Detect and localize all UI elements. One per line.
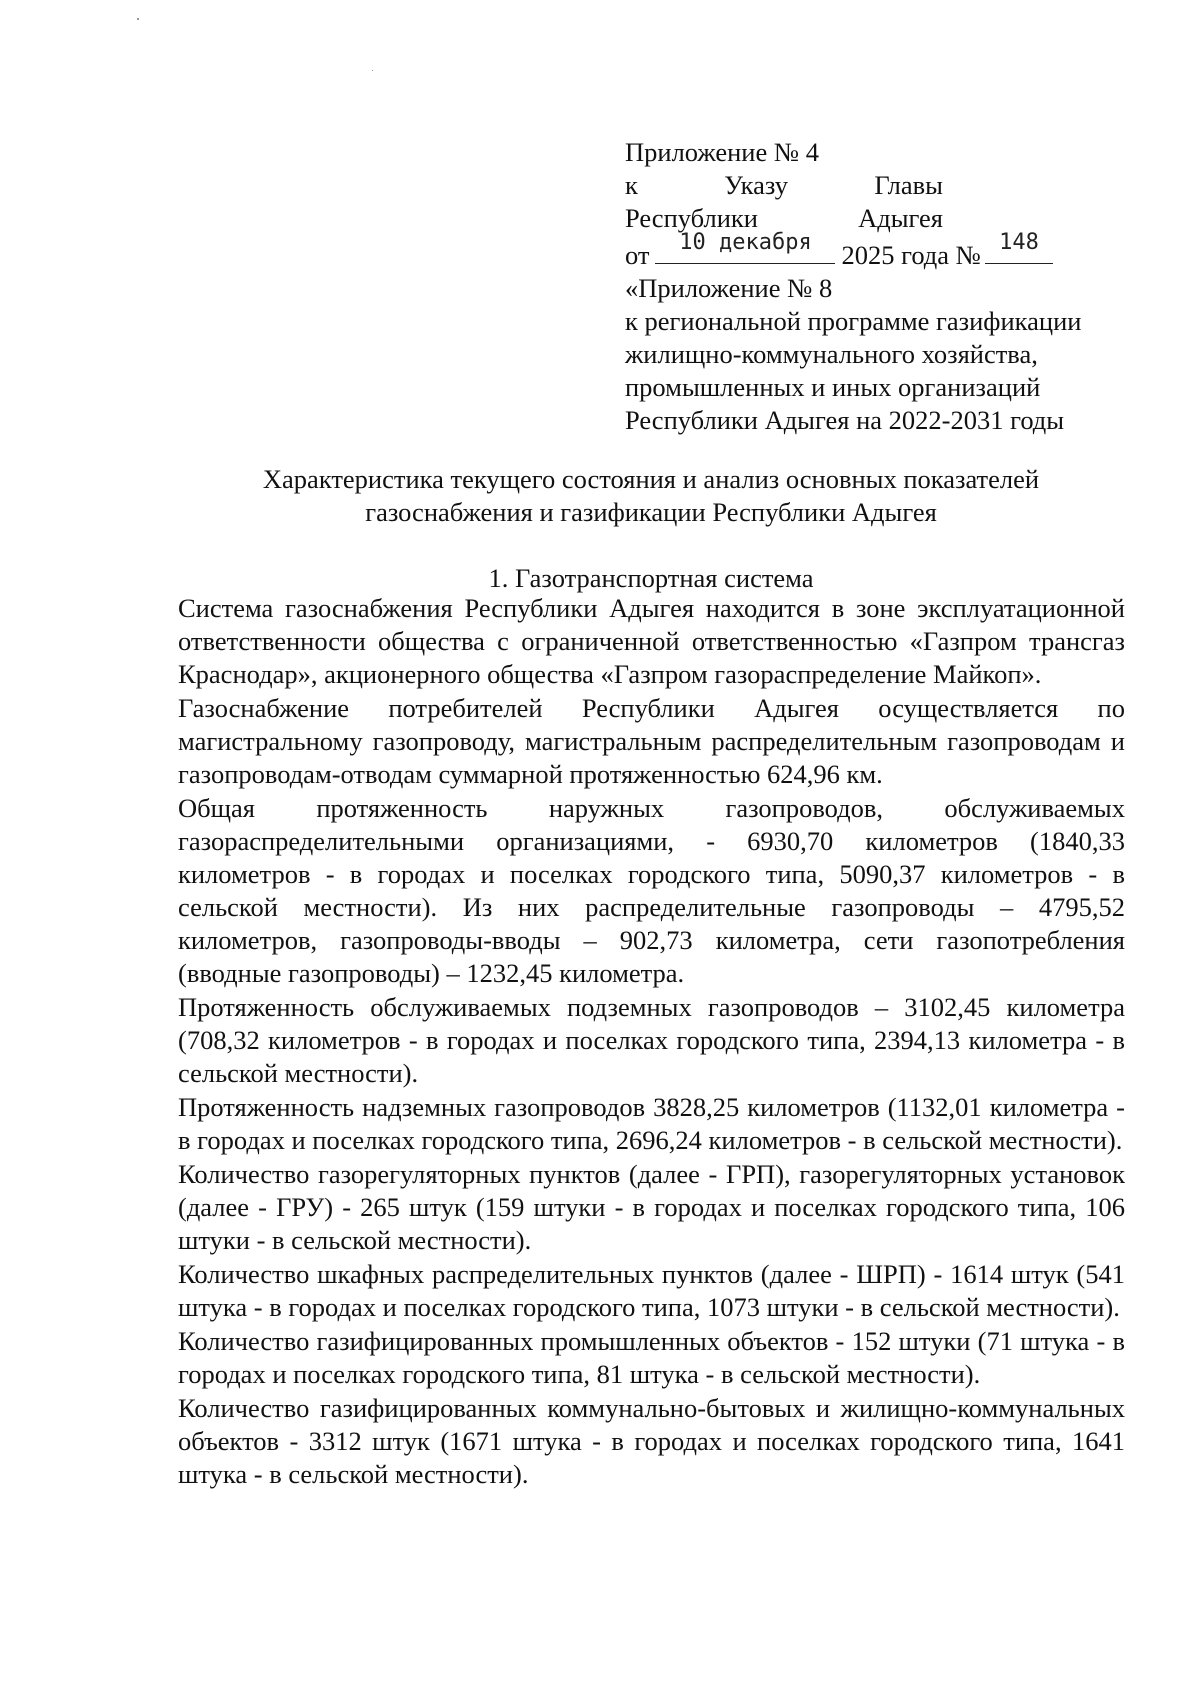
number-field [985,230,1053,264]
program-line-3: промышленных и иных организаций [625,372,1041,402]
program-line-4: Республики Адыгея на 2022-2031 годы [625,405,1065,435]
republic-word-2: Адыгея [858,203,943,233]
paragraph: Общая протяженность наружных газопроводов, обслуживаемых газораспределительными организациями, - 6930,70 километров (1840,33 километров - в городах и поселках городского типа, 5090,37 километров - в сельской местности). Из них распределительные газопроводы – 4795,52 километров, газопроводы-вводы – 902,73 километра, сети газопотребления (вводные газопроводы) – 1232,45 километра. [178,793,1125,988]
paragraph: Протяженность надземных газопроводов 3828,25 километров (1132,01 километра - в городах и поселках городского типа, 2696,24 километров - в сельской местности). [178,1092,1125,1155]
scan-speck [372,70,373,71]
paragraph: Система газоснабжения Республики Адыгея находится в зоне эксплуатационной ответственности общества с ограниченной ответственностью «Газпром трансгаз Краснодар», акционерного общества «Газпром газораспределение Майкоп». [178,593,1125,689]
scan-speck [137,18,139,20]
appendix-number: Приложение № 4 [625,137,820,167]
decree-word-ukazu: Указу [724,170,789,200]
section-body [178,592,1125,1492]
date-prefix: от [625,240,650,270]
paragraph: Количество газифицированных промышленных объектов - 152 штуки (71 штука - в городах и поселках городского типа, 81 штука - в сельской местности). [178,1326,1125,1389]
paragraph: Протяженность обслуживаемых подземных газопроводов – 3102,45 километра (708,32 километров - в городах и поселках городского типа, 2394,13 километра - в сельской местности). [178,992,1125,1088]
program-line-2: жилищно-коммунального хозяйства, [625,339,1038,369]
date-typed-value: 10 декабря [679,230,812,255]
prior-appendix: «Приложение № 8 [625,273,833,303]
republic-word-1: Республики [625,203,758,233]
title-line-2: газоснабжения и газификации Республики Адыгея [365,497,937,527]
date-field [655,230,835,264]
paragraph: Количество газорегуляторных пунктов (далее - ГРП), газорегуляторных установок (далее - ГРУ) - 265 штук (159 штуки - в городах и поселках городского типа, 106 штуки - в сельской местности). [178,1159,1125,1255]
program-line-1: к региональной программе газификации [625,306,1082,336]
appendix-header [625,136,1125,437]
decree-reference [625,169,943,202]
paragraph: Газоснабжение потребителей Республики Адыгея осуществляется по магистральному газопроводу, магистральным распределительным газопроводам и газопроводам-отводам суммарной протяженностью 624,96 км. [178,693,1125,789]
date-number-line [625,230,1125,272]
title-line-1: Характеристика текущего состояния и анализ основных показателей [262,464,1040,494]
date-suffix: 2025 года № [841,240,981,270]
decree-word-k: к [625,170,638,200]
decree-word-glavy: Главы [874,170,943,200]
document-title [120,463,1182,529]
number-typed-value: 148 [999,230,1039,255]
paragraph: Количество газифицированных коммунально-бытовых и жилищно-коммунальных объектов - 3312 штук (1671 штука - в городах и поселках городского типа, 1641 штука - в сельской местности). [178,1393,1125,1489]
section-heading: 1. Газотранспортная система [488,563,814,593]
paragraph: Количество шкафных распределительных пунктов (далее - ШРП) - 1614 штук (541 штука - в городах и поселках городского типа, 1073 штуки - в сельской местности). [178,1259,1125,1322]
